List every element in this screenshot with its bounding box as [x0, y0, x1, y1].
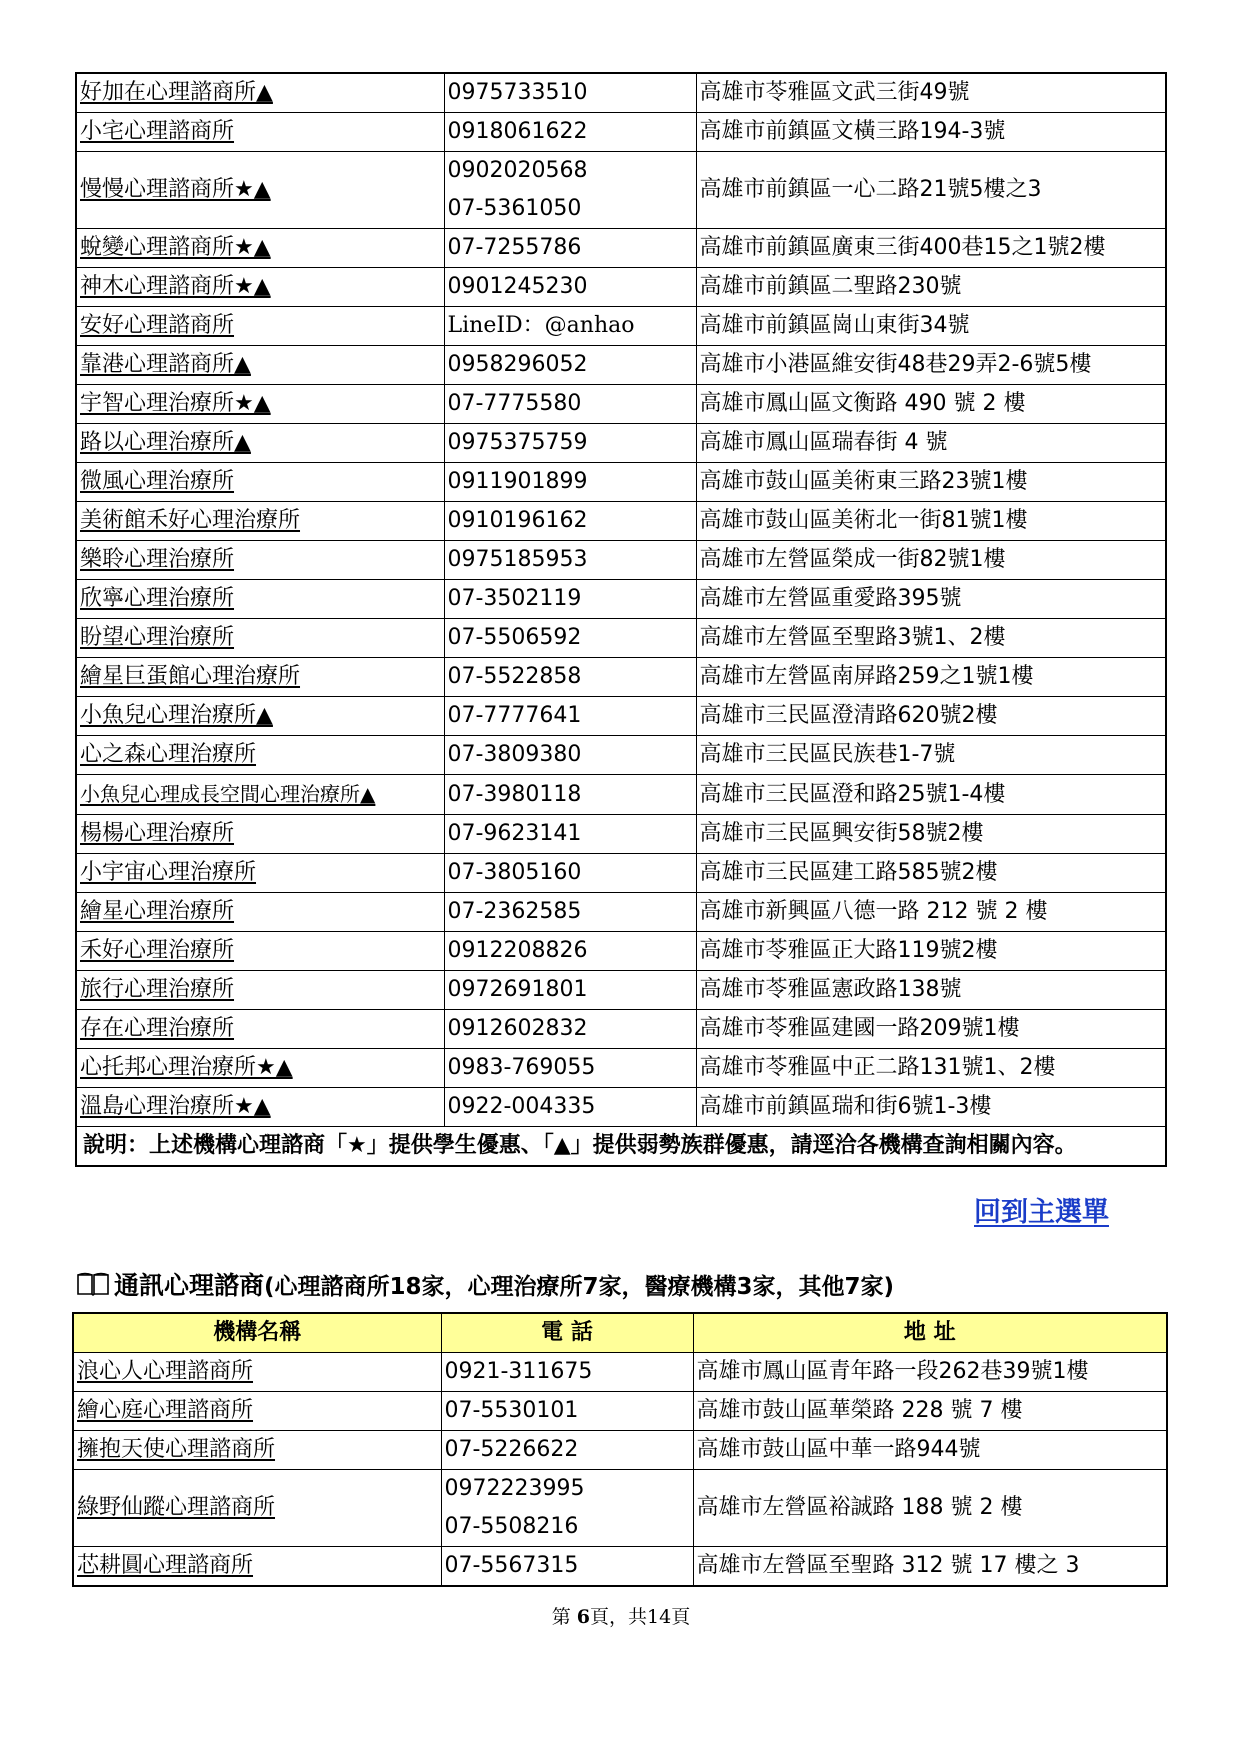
- address-cell: 高雄市三民區澄清路620號2樓: [696, 697, 1166, 736]
- address-cell: 高雄市前鎮區一心二路21號5樓之3: [696, 152, 1166, 229]
- phone-number: 07-5226622: [444, 1437, 579, 1462]
- phone-cell: [441, 1470, 693, 1547]
- address-cell: 高雄市鼓山區華榮路 228 號 7 樓: [693, 1392, 1167, 1431]
- address-cell: 高雄市鳳山區青年路一段262巷39號1樓: [693, 1353, 1167, 1392]
- phone-number: 0975185953: [447, 547, 588, 572]
- phone-number: 07-5567315: [444, 1553, 579, 1578]
- phone-cell: [444, 815, 696, 854]
- phone-cell: [444, 307, 696, 346]
- table-row: [76, 893, 1166, 932]
- table-row: [73, 1470, 1167, 1547]
- table-row: [76, 854, 1166, 893]
- clinic-name-link[interactable]: 小魚兒心理成長空間心理治療所▲: [80, 782, 376, 806]
- address-cell: 高雄市左營區至聖路3號1、2樓: [696, 619, 1166, 658]
- table-row: [76, 1088, 1166, 1127]
- phone-number: 07-3980118: [447, 781, 582, 807]
- address-cell: 高雄市三民區興安街58號2樓: [696, 815, 1166, 854]
- clinic-name-cell: [76, 971, 444, 1010]
- phone-number: 07-3502119: [447, 586, 582, 611]
- phone-number: 07-3809380: [447, 742, 582, 767]
- clinic-name-link[interactable]: 盼望心理治療所: [80, 625, 235, 650]
- phone-number: 07-7777641: [447, 703, 582, 728]
- table-row: [76, 580, 1166, 619]
- note-row: [76, 1127, 1166, 1167]
- clinic-table-1: [75, 72, 1167, 1167]
- footer-prefix: 第: [551, 1606, 577, 1628]
- header-name: 機構名稱: [73, 1313, 441, 1353]
- table-row: [76, 424, 1166, 463]
- clinic-name-cell: [76, 424, 444, 463]
- address-cell: 高雄市新興區八德一路 212 號 2 樓: [696, 893, 1166, 932]
- phone-number: 0902020568: [447, 158, 588, 183]
- address-cell: 高雄市三民區建工路585號2樓: [696, 854, 1166, 893]
- clinic-table-2: [72, 1312, 1168, 1587]
- clinic-name-cell: [73, 1353, 441, 1392]
- clinic-name-link[interactable]: 心之森心理治療所: [80, 742, 257, 767]
- table-row: [76, 502, 1166, 541]
- clinic-name-link[interactable]: 神木心理諮商所★▲: [80, 274, 271, 299]
- clinic-name-link[interactable]: 繪心庭心理諮商所: [77, 1398, 254, 1423]
- clinic-name-cell: [73, 1431, 441, 1470]
- phone-cell: [444, 229, 696, 268]
- phone-cell: [444, 854, 696, 893]
- phone-cell: [444, 697, 696, 736]
- table-row: [76, 619, 1166, 658]
- clinic-name-link[interactable]: 浪心人心理諮商所: [77, 1359, 254, 1384]
- phone-number: 0972691801: [447, 977, 588, 1002]
- address-cell: 高雄市鼓山區美術東三路23號1樓: [696, 463, 1166, 502]
- phone-number: LineID：@anhao: [447, 313, 635, 338]
- clinic-name-link[interactable]: 存在心理治療所: [80, 1016, 235, 1041]
- phone-cell: [444, 580, 696, 619]
- clinic-name-link[interactable]: 旅行心理治療所: [80, 977, 235, 1002]
- clinic-name-link[interactable]: 慢慢心理諮商所★▲: [80, 177, 271, 202]
- clinic-name-link[interactable]: 蛻變心理諮商所★▲: [80, 235, 271, 260]
- table-row: [76, 932, 1166, 971]
- phone-cell: [441, 1431, 693, 1470]
- address-cell: 高雄市三民區民族巷1-7號: [696, 736, 1166, 775]
- phone-number: 07-7255786: [447, 235, 582, 260]
- address-cell: 高雄市左營區南屏路259之1號1樓: [696, 658, 1166, 697]
- phone-cell: [444, 932, 696, 971]
- clinic-name-cell: [76, 307, 444, 346]
- clinic-name-link[interactable]: 繪星心理治療所: [80, 899, 235, 924]
- phone-number: 0922-004335: [447, 1094, 596, 1119]
- table-row: [76, 541, 1166, 580]
- phone-cell: [444, 619, 696, 658]
- phone-cell: [444, 893, 696, 932]
- clinic-name-link[interactable]: 禾好心理治療所: [80, 938, 235, 963]
- table-row: [76, 775, 1166, 815]
- clinic-name-cell: [76, 658, 444, 697]
- clinic-name-link[interactable]: 欣寧心理治療所: [80, 586, 235, 611]
- clinic-name-cell: [76, 619, 444, 658]
- table-row: [76, 229, 1166, 268]
- phone-number: 0975375759: [447, 430, 588, 455]
- phone-number: 07-7775580: [447, 391, 582, 416]
- clinic-name-cell: [76, 385, 444, 424]
- clinic-name-cell: [73, 1470, 441, 1547]
- table-header-row: [73, 1313, 1167, 1353]
- clinic-name-link[interactable]: 宇智心理治療所★▲: [80, 391, 271, 416]
- footer-mid: 頁，共: [590, 1606, 648, 1628]
- clinic-name-cell: [76, 580, 444, 619]
- phone-cell: [444, 424, 696, 463]
- footer-suffix: 頁: [671, 1606, 691, 1628]
- page-footer: [0, 1602, 1242, 1629]
- address-cell: 高雄市鼓山區美術北一街81號1樓: [696, 502, 1166, 541]
- address-cell: 高雄市小港區維安街48巷29弄2-6號5樓: [696, 346, 1166, 385]
- clinic-name-link[interactable]: 微風心理治療所: [80, 469, 235, 494]
- table-row: [76, 268, 1166, 307]
- clinic-name-cell: [76, 736, 444, 775]
- header-address: 地 址: [693, 1313, 1167, 1353]
- header-phone: 電 話: [441, 1313, 693, 1353]
- phone-cell: [444, 1049, 696, 1088]
- clinic-name-cell: [76, 775, 444, 815]
- address-cell: 高雄市苓雅區憲政路138號: [696, 971, 1166, 1010]
- table-row: [76, 307, 1166, 346]
- phone-number: 0975733510: [447, 80, 588, 105]
- phone-cell: [444, 502, 696, 541]
- phone-cell: [444, 971, 696, 1010]
- phone-number: 0901245230: [447, 274, 588, 299]
- phone-cell: [444, 463, 696, 502]
- phone-cell: [444, 73, 696, 113]
- clinic-name-link[interactable]: 好加在心理諮商所▲: [80, 80, 273, 105]
- clinic-name-cell: [73, 1547, 441, 1587]
- book-icon: [76, 1271, 110, 1297]
- phone-number-secondary: 07-5361050: [447, 196, 582, 221]
- phone-cell: [441, 1392, 693, 1431]
- phone-number: 0958296052: [447, 352, 588, 377]
- phone-cell: [441, 1353, 693, 1392]
- clinic-name-link[interactable]: 樂聆心理治療所: [80, 547, 235, 572]
- table-row: [76, 463, 1166, 502]
- address-cell: 高雄市鳳山區文衡路 490 號 2 樓: [696, 385, 1166, 424]
- phone-number: 0910196162: [447, 508, 588, 533]
- address-cell: 高雄市左營區裕誠路 188 號 2 樓: [693, 1470, 1167, 1547]
- discount-note: 說明：上述機構心理諮商「★」提供學生優惠、「▲」提供弱勢族群優惠，請逕洽各機構查詢相關內容。: [76, 1127, 1166, 1167]
- phone-cell: [441, 1547, 693, 1587]
- phone-cell: [444, 1088, 696, 1127]
- phone-number: 07-5530101: [444, 1398, 579, 1423]
- clinic-name-cell: [76, 268, 444, 307]
- clinic-name-cell: [73, 1392, 441, 1431]
- table-row: [76, 658, 1166, 697]
- clinic-name-link[interactable]: 芯耕圓心理諮商所: [77, 1553, 254, 1578]
- clinic-name-link[interactable]: 擁抱天使心理諮商所: [77, 1437, 276, 1462]
- address-cell: 高雄市三民區澄和路25號1-4樓: [696, 775, 1166, 815]
- phone-cell: [444, 152, 696, 229]
- address-cell: 高雄市前鎮區瑞和街6號1-3樓: [696, 1088, 1166, 1127]
- clinic-name-cell: [76, 463, 444, 502]
- phone-cell: [444, 113, 696, 152]
- phone-number: 0912602832: [447, 1016, 588, 1041]
- phone-number: 07-5522858: [447, 664, 582, 689]
- table-row: [76, 971, 1166, 1010]
- address-cell: 高雄市苓雅區文武三街49號: [696, 73, 1166, 113]
- phone-number: 07-2362585: [447, 899, 582, 924]
- phone-cell: [444, 775, 696, 815]
- clinic-name-link[interactable]: 綠野仙蹤心理諮商所: [77, 1495, 276, 1520]
- address-cell: 高雄市左營區榮成一街82號1樓: [696, 541, 1166, 580]
- clinic-name-link[interactable]: 安好心理諮商所: [80, 313, 235, 338]
- clinic-name-cell: [76, 152, 444, 229]
- phone-cell: [444, 268, 696, 307]
- clinic-name-link[interactable]: 靠港心理諮商所▲: [80, 352, 251, 377]
- phone-number: 07-9623141: [447, 821, 582, 846]
- clinic-name-cell: [76, 932, 444, 971]
- clinic-name-link[interactable]: 小宅心理諮商所: [80, 119, 235, 144]
- footer-total-pages: 14: [647, 1606, 672, 1628]
- clinic-name-cell: [76, 697, 444, 736]
- clinic-name-cell: [76, 893, 444, 932]
- address-cell: 高雄市苓雅區中正二路131號1、2樓: [696, 1049, 1166, 1088]
- address-cell: 高雄市前鎮區二聖路230號: [696, 268, 1166, 307]
- clinic-name-link[interactable]: 路以心理治療所▲: [80, 430, 251, 455]
- phone-cell: [444, 736, 696, 775]
- clinic-name-link[interactable]: 心托邦心理治療所★▲: [80, 1055, 293, 1080]
- clinic-name-cell: [76, 113, 444, 152]
- address-cell: 高雄市鼓山區中華一路944號: [693, 1431, 1167, 1470]
- clinic-name-cell: [76, 346, 444, 385]
- table-row: [76, 1049, 1166, 1088]
- phone-number-secondary: 07-5508216: [444, 1514, 579, 1539]
- clinic-name-cell: [76, 73, 444, 113]
- section-heading: [76, 1266, 894, 1302]
- clinic-name-link[interactable]: 美術館禾好心理治療所: [80, 508, 301, 533]
- clinic-name-cell: [76, 1010, 444, 1049]
- address-cell: 高雄市前鎮區文橫三路194-3號: [696, 113, 1166, 152]
- clinic-name-cell: [76, 815, 444, 854]
- address-cell: 高雄市左營區至聖路 312 號 17 樓之 3: [693, 1547, 1167, 1587]
- table-row: [76, 736, 1166, 775]
- phone-cell: [444, 1010, 696, 1049]
- phone-cell: [444, 658, 696, 697]
- clinic-name-link[interactable]: 溫島心理治療所★▲: [80, 1094, 271, 1119]
- phone-number: 0972223995: [444, 1476, 585, 1501]
- phone-number: 0918061622: [447, 119, 588, 144]
- address-cell: 高雄市苓雅區建國一路209號1樓: [696, 1010, 1166, 1049]
- clinic-name-link[interactable]: 繪星巨蛋館心理治療所: [80, 664, 301, 689]
- phone-number: 0911901899: [447, 469, 588, 494]
- clinic-name-cell: [76, 229, 444, 268]
- phone-cell: [444, 541, 696, 580]
- table-row: [76, 73, 1166, 113]
- address-cell: 高雄市左營區重愛路395號: [696, 580, 1166, 619]
- table-row: [76, 385, 1166, 424]
- phone-number: 0921-311675: [444, 1359, 593, 1384]
- phone-cell: [444, 346, 696, 385]
- table-row: [76, 346, 1166, 385]
- section-title: 通訊心理諮商: [114, 1271, 265, 1300]
- table-row: [73, 1431, 1167, 1470]
- table-row: [76, 152, 1166, 229]
- table-row: [73, 1353, 1167, 1392]
- footer-page-number: 6: [576, 1606, 591, 1628]
- clinic-name-link[interactable]: 楊楊心理治療所: [80, 821, 235, 846]
- clinic-name-link[interactable]: 小宇宙心理治療所: [80, 860, 257, 885]
- phone-cell: [444, 385, 696, 424]
- address-cell: 高雄市前鎮區崗山東街34號: [696, 307, 1166, 346]
- table-row: [76, 697, 1166, 736]
- phone-number: 07-3805160: [447, 860, 582, 885]
- table-row: [76, 113, 1166, 152]
- address-cell: 高雄市苓雅區正大路119號2樓: [696, 932, 1166, 971]
- clinic-name-cell: [76, 541, 444, 580]
- address-cell: 高雄市前鎮區廣東三街400巷15之1號2樓: [696, 229, 1166, 268]
- table-row: [73, 1547, 1167, 1587]
- table-row: [76, 815, 1166, 854]
- table-row: [73, 1392, 1167, 1431]
- clinic-name-cell: [76, 1088, 444, 1127]
- section-subtitle: (心理諮商所18家，心理治療所7家，醫療機構3家，其他7家): [264, 1273, 895, 1300]
- clinic-name-cell: [76, 502, 444, 541]
- clinic-name-cell: [76, 854, 444, 893]
- table-row: [76, 1010, 1166, 1049]
- back-to-main-menu-link[interactable]: 回到主選單: [974, 1197, 1109, 1228]
- phone-number: 07-5506592: [447, 625, 582, 650]
- clinic-name-link[interactable]: 小魚兒心理治療所▲: [80, 703, 273, 728]
- address-cell: 高雄市鳳山區瑞春街 4 號: [696, 424, 1166, 463]
- clinic-name-cell: [76, 1049, 444, 1088]
- phone-number: 0983-769055: [447, 1055, 596, 1080]
- phone-number: 0912208826: [447, 938, 588, 963]
